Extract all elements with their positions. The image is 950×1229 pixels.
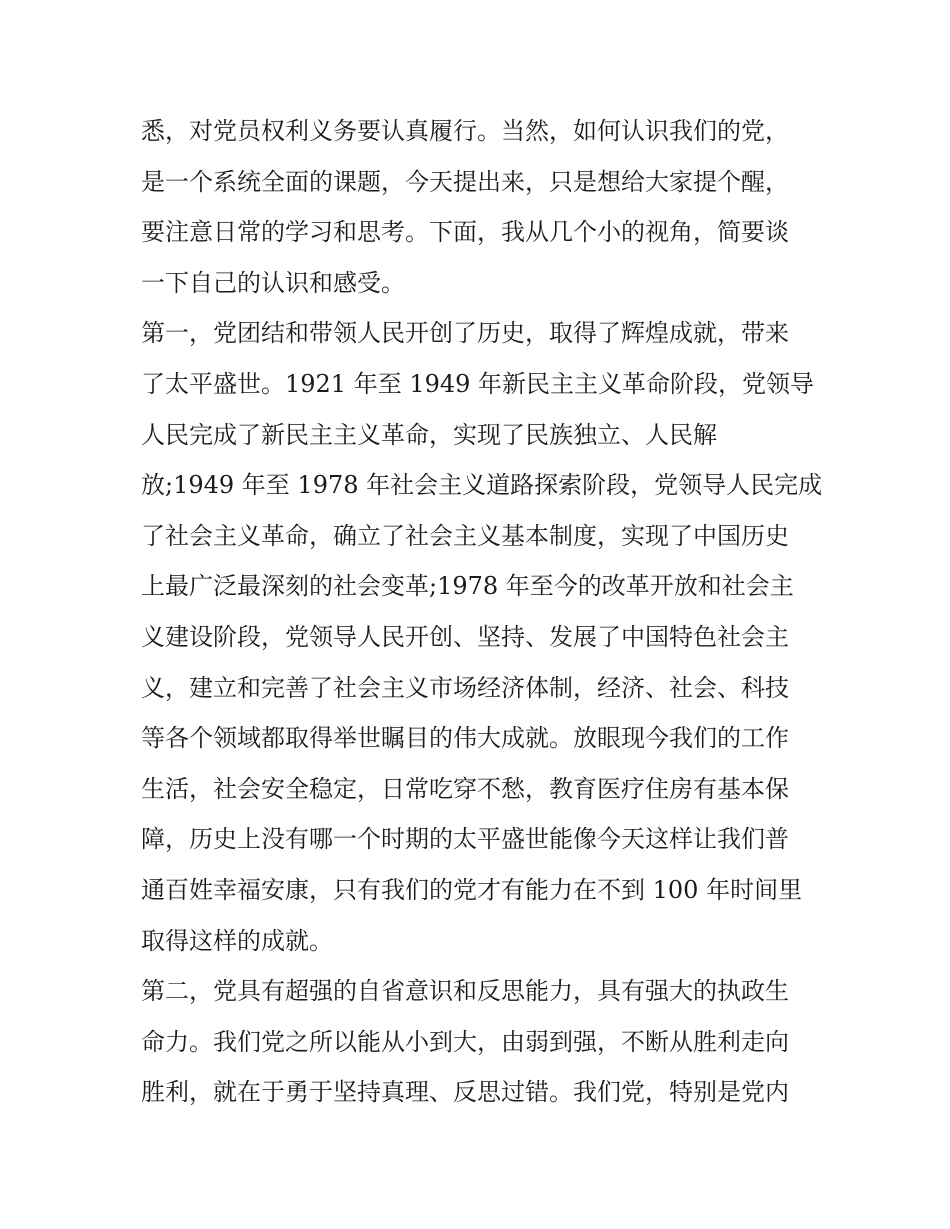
text-line: 上最广泛最深刻的社会变革;1978 年至今的改革开放和社会主 xyxy=(141,572,794,601)
text-line: 悉，对党员权利义务要认真履行。当然，如何认识我们的党， xyxy=(141,117,789,145)
text-line: 命力。我们党之所以能从小到大，由弱到强，不断从胜利走向 xyxy=(141,1027,789,1056)
text-line: 人民完成了新民主主义革命，实现了民族独立、人民解 xyxy=(141,420,717,449)
text-line: 生活，社会安全稳定，日常吃穿不愁，教育医疗住房有基本保 xyxy=(141,774,789,803)
text-line: 了太平盛世。1921 年至 1949 年新民主主义革命阶段，党领导 xyxy=(141,369,815,398)
text-line: 取得这样的成就。 xyxy=(141,926,333,955)
text-line: 义建设阶段，党领导人民开创、坚持、发展了中国特色社会主 xyxy=(141,622,789,651)
text-line: 一下自己的认识和感受。 xyxy=(141,268,405,297)
text-line: 了社会主义革命，确立了社会主义基本制度，实现了中国历史 xyxy=(141,521,789,550)
text-line: 放;1949 年至 1978 年社会主义道路探索阶段，党领导人民完成 xyxy=(141,471,823,500)
text-line: 要注意日常的学习和思考。下面，我从几个小的视角，简要谈 xyxy=(141,218,789,247)
body-text xyxy=(141,106,831,1118)
text-line: 义，建立和完善了社会主义市场经济体制，经济、社会、科技 xyxy=(141,673,789,702)
text-line: 第一，党团结和带领人民开创了历史，取得了辉煌成就，带来 xyxy=(141,319,789,348)
text-line: 等各个领域都取得举世瞩目的伟大成就。放眼现今我们的工作 xyxy=(141,724,789,753)
text-line: 通百姓幸福安康，只有我们的党才有能力在不到 100 年时间里 xyxy=(141,875,803,904)
text-line: 胜利，就在于勇于坚持真理、反思过错。我们党，特别是党内 xyxy=(141,1078,789,1107)
text-line: 是一个系统全面的课题，今天提出来，只是想给大家提个醒， xyxy=(141,167,789,196)
text-line: 障，历史上没有哪一个时期的太平盛世能像今天这样让我们普 xyxy=(141,825,789,854)
text-line: 第二，党具有超强的自省意识和反思能力，具有强大的执政生 xyxy=(141,977,789,1006)
